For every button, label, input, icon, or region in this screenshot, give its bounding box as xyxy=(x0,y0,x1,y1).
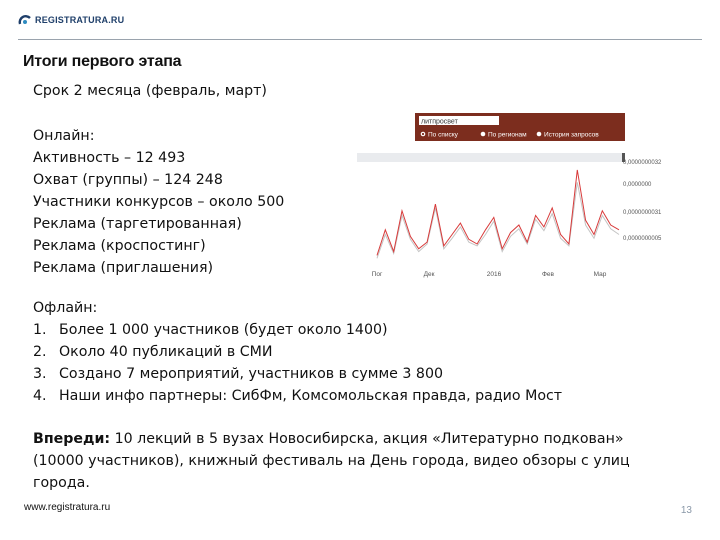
online-line: Реклама (кроспостинг) xyxy=(33,238,206,254)
brand-logo xyxy=(18,14,124,26)
chart-option-label: По регионам xyxy=(488,131,527,139)
offline-item xyxy=(33,385,562,407)
chart-x-axis xyxy=(372,271,607,278)
offline-item-text: Более 1 000 участников (будет около 1400) xyxy=(59,322,388,338)
ahead-text: (10000 участников), книжный фестиваль на День города, видео обзоры с улиц xyxy=(33,453,630,469)
online-line: Участники конкурсов – около 500 xyxy=(33,194,285,210)
footer-url[interactable]: www.registratura.ru xyxy=(24,502,111,513)
offline-item-text: Создано 7 мероприятий, участников в сумме 3 800 xyxy=(59,366,443,382)
chart-y-axis xyxy=(623,160,662,242)
logo-text: REGISTRATURA.RU xyxy=(35,15,125,25)
chart-search-value: литпросвет xyxy=(421,118,458,126)
chart-option-label: История запросов xyxy=(544,131,599,139)
online-heading: Онлайн: xyxy=(33,128,95,144)
offline-item-number: 1. xyxy=(33,322,47,338)
ahead-block xyxy=(33,428,630,494)
chart-series-line xyxy=(377,182,619,258)
chart-option-2[interactable] xyxy=(537,132,600,139)
chart-x-tick-label: Пог xyxy=(371,271,383,278)
logo-mark-icon xyxy=(18,14,32,26)
offline-item-number: 2. xyxy=(33,344,47,360)
ahead-text: 10 лекций в 5 вузах Новосибирска, акция «Литературно подкован» xyxy=(110,431,624,447)
offline-item-number: 4. xyxy=(33,388,47,404)
offline-heading: Офлайн: xyxy=(33,300,98,316)
ahead-label: Впереди: xyxy=(33,431,111,447)
chart-option-label: По списку xyxy=(428,131,458,139)
offline-item-text: Около 40 публикаций в СМИ xyxy=(59,344,273,360)
slide-title: Итоги первого этапа xyxy=(23,53,182,70)
page-number: 13 xyxy=(680,505,692,516)
chart-x-tick-label: Мар xyxy=(593,271,607,278)
offline-item-text: Наши инфо партнеры: СибФм, Комсомольская правда, радио Мост xyxy=(59,388,563,404)
offline-item-number: 3. xyxy=(33,366,47,382)
search-trend-chart xyxy=(357,113,682,283)
chart-y-tick-label: 0,0000000032 xyxy=(623,160,662,166)
chart-plot-area xyxy=(377,170,619,258)
chart-x-tick-label: Фев xyxy=(541,271,555,278)
period-text: Срок 2 месяца (февраль, март) xyxy=(33,83,267,99)
header-divider xyxy=(18,39,702,40)
chart-x-tick-label: Дек xyxy=(423,271,435,278)
chart-option-1[interactable] xyxy=(481,132,527,139)
offline-item xyxy=(33,319,562,341)
chart-toolbar-strip xyxy=(357,153,625,162)
offline-item xyxy=(33,363,562,385)
chart-y-tick-label: 0,0000000031 xyxy=(623,210,662,216)
online-line: Реклама (таргетированная) xyxy=(33,216,242,232)
chart-x-tick-label: 2016 xyxy=(486,271,502,278)
offline-item xyxy=(33,341,562,363)
online-line: Активность – 12 493 xyxy=(33,150,186,166)
ahead-text: города. xyxy=(33,475,90,491)
online-block xyxy=(33,125,284,279)
offline-block xyxy=(33,297,562,407)
chart-y-tick-label: 0,0000000 xyxy=(623,182,652,188)
chart-y-tick-label: 0,0000000005 xyxy=(623,236,662,242)
online-line: Охват (группы) – 124 248 xyxy=(33,172,223,188)
online-line: Реклама (приглашения) xyxy=(33,260,214,276)
period-block xyxy=(33,80,267,102)
